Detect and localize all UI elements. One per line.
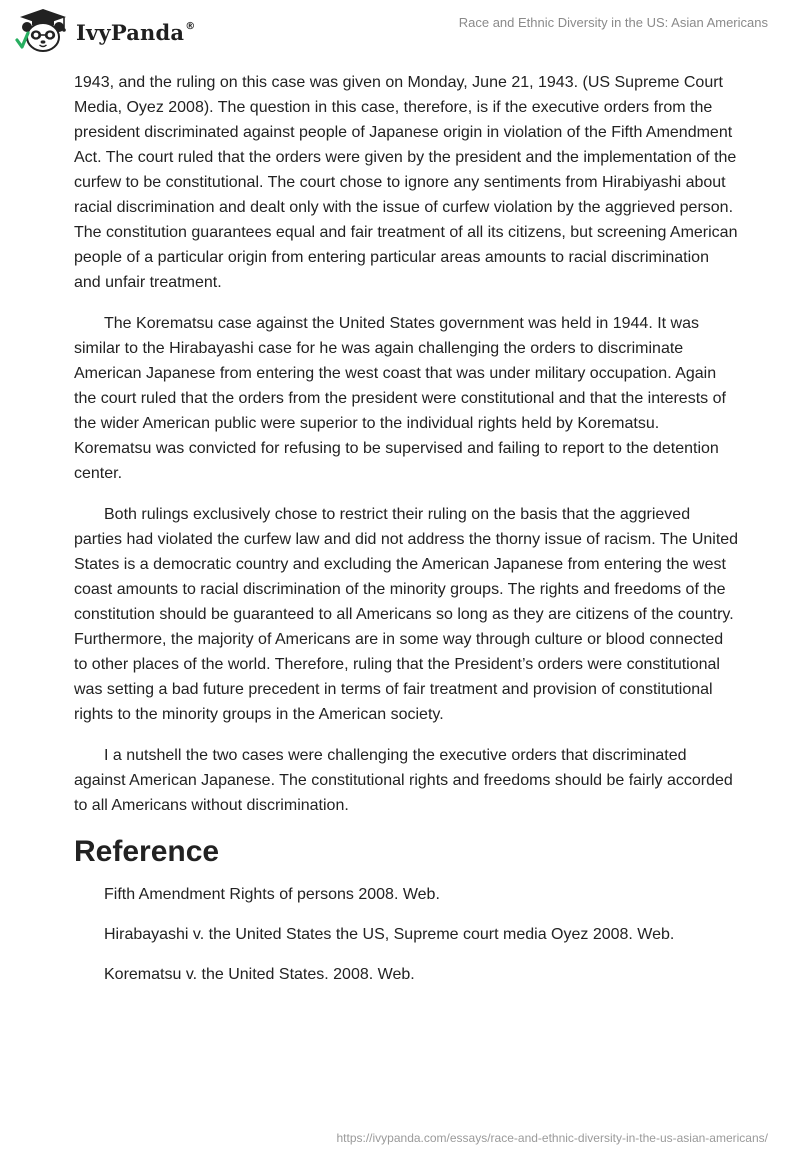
reference-item: Hirabayashi v. the United States the US, Supreme court media Oyez 2008. Web.: [104, 926, 675, 943]
brand-name: IvyPanda®: [76, 19, 196, 45]
registered-mark: ®: [185, 20, 196, 32]
essay-body: [74, 70, 740, 1004]
document-title: Race and Ethnic Diversity in the US: Asian Americans: [458, 15, 768, 30]
reference-item: Fifth Amendment Rights of persons 2008. Web.: [104, 886, 440, 903]
paragraph-4: I a nutshell the two cases were challenging the executive orders that discriminated against American Japanese. The constitutional rights and freedoms should be fairly accorded to all Americans without discrimination.: [74, 747, 733, 814]
paragraph-2: The Korematsu case against the United States government was held in 1944. It was similar to the Hirabayashi case for he was again challenging the orders to discriminate American Japanese from entering the west coast that was under military occupation. Again the court ruled that the orders from the president were constitutional and that the interests of the wider American public were superior to the individual rights held by Korematsu. Korematsu was convicted for refusing to be supervised and failing to report to the detention center.: [74, 315, 726, 482]
source-url-link[interactable]: https://ivypanda.com/essays/race-and-ethnic-diversity-in-the-us-asian-americans/: [336, 1131, 768, 1145]
panda-graduate-icon: [14, 7, 72, 53]
page-header: [0, 0, 800, 60]
paragraph-1: 1943, and the ruling on this case was given on Monday, June 21, 1943. (US Supreme Court Media, Oyez 2008). The question in this case, therefore, is if the executive orders from the president discriminated against people of Japanese origin in violation of the Fifth Amendment Act. The court ruled that the orders were given by the president and the implementation of the curfew to be constitutional. The court chose to ignore any sentiments from Hirabiyashi about racial discrimination and dealt only with the issue of curfew violation by the aggrieved person. The constitution guarantees equal and fair treatment of all its citizens, but screening American people of a particular origin from entering particular areas amounts to racial discrimination and unfair treatment.: [74, 74, 738, 291]
reference-heading: Reference: [74, 835, 220, 868]
brand-logo[interactable]: [14, 7, 195, 53]
paragraph-3: Both rulings exclusively chose to restrict their ruling on the basis that the aggrieved parties had violated the curfew law and did not address the thorny issue of racism. The United States is a democratic country and excluding the American Japanese from entering the west coast amounts to racial discrimination of the minority groups. The rights and freedoms of the constitution should be guaranteed to all Americans so long as they are citizens of the country. Furthermore, the majority of Americans are in some way through culture or blood connected to other places of the world. Therefore, ruling that the President’s orders were constitutional was setting a bad future precedent in terms of fair treatment and provision of constitutional rights to the minority groups in the American society.: [74, 506, 739, 723]
reference-item: Korematsu v. the United States. 2008. Web.: [104, 966, 415, 983]
